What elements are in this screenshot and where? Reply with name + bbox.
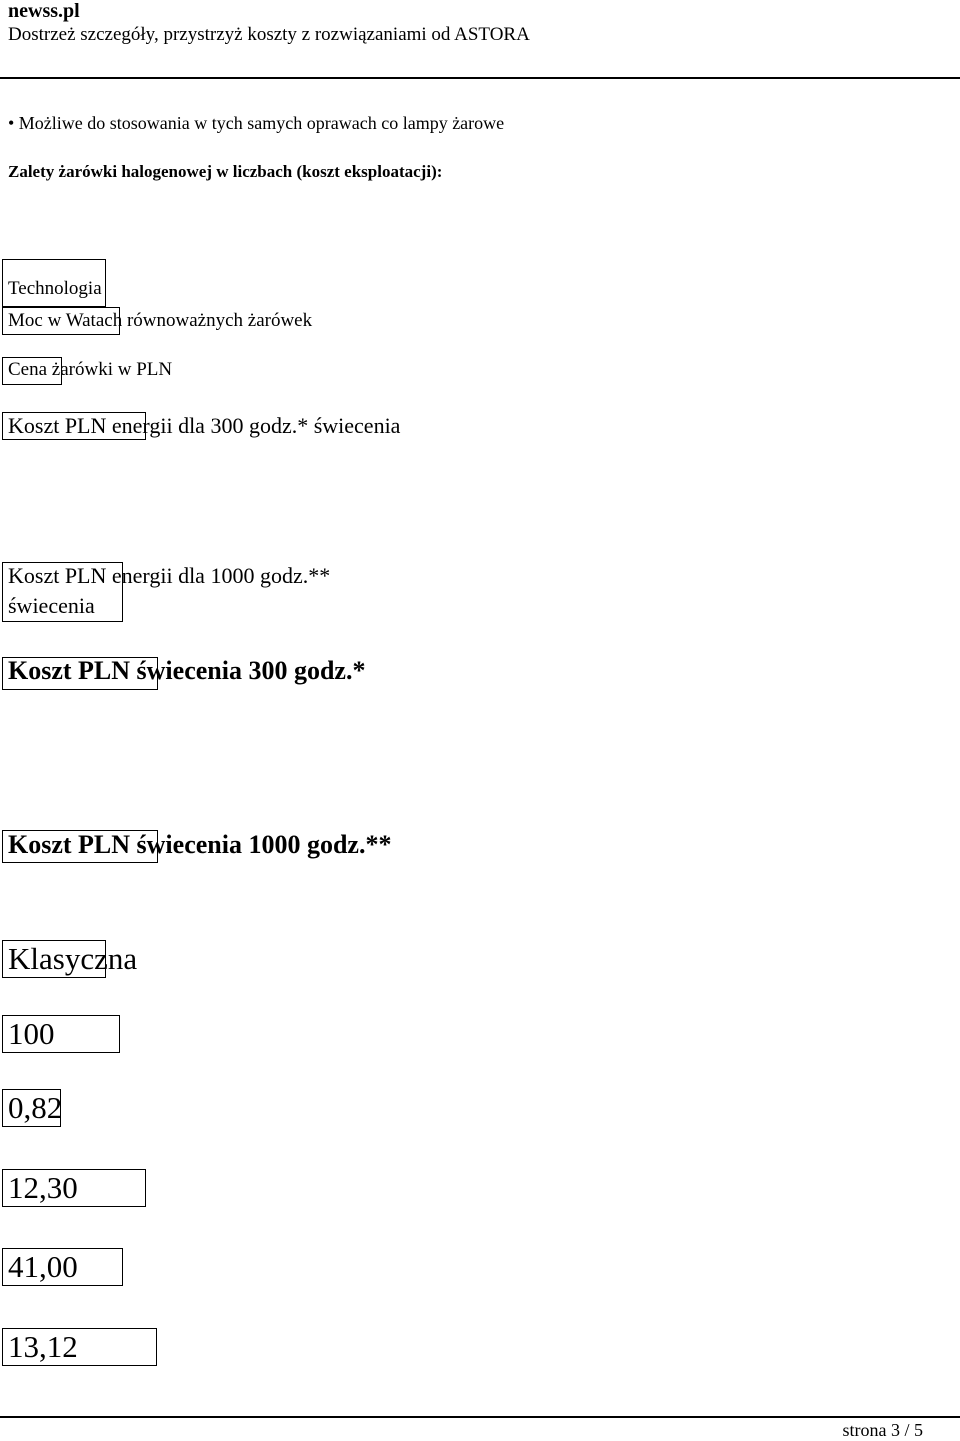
row-label-cena: Cena żarówki w PLN <box>8 359 173 380</box>
row-label-swiecenie300: Koszt PLN świecenia 300 godz.* <box>8 656 366 685</box>
value-energia300: 12,30 <box>8 1170 78 1205</box>
row-label-moc: Moc w Watach równoważnych żarówek <box>8 310 313 331</box>
footer-divider <box>0 1416 960 1418</box>
bullet-item: • Możliwe do stosowania w tych samych oprawach co lampy żarowe <box>8 113 505 133</box>
value-cena: 0,82 <box>8 1090 63 1125</box>
page-number: strona 3 / 5 <box>842 1420 923 1440</box>
row-label-koszt1000-line1: Koszt PLN energii dla 1000 godz.** <box>8 563 331 588</box>
header-divider <box>0 77 960 79</box>
row-label-technologia: Technologia <box>8 278 102 299</box>
site-name: newss.pl <box>8 0 80 22</box>
section-heading: Zalety żarówki halogenowej w liczbach (koszt eksploatacji): <box>8 162 443 181</box>
value-klasyczna: Klasyczna <box>8 941 138 976</box>
row-label-koszt1000-line2: świecenia <box>8 593 95 618</box>
value-swiecenie300: 13,12 <box>8 1329 78 1364</box>
row-label-swiecenie1000: Koszt PLN świecenia 1000 godz.** <box>8 830 392 859</box>
row-label-koszt300: Koszt PLN energii dla 300 godz.* świecenia <box>8 413 401 438</box>
tagline: Dostrzeż szczegóły, przystrzyż koszty z rozwiązaniami od ASTORA <box>8 24 530 45</box>
value-energia1000: 41,00 <box>8 1249 78 1284</box>
value-moc: 100 <box>8 1016 55 1051</box>
